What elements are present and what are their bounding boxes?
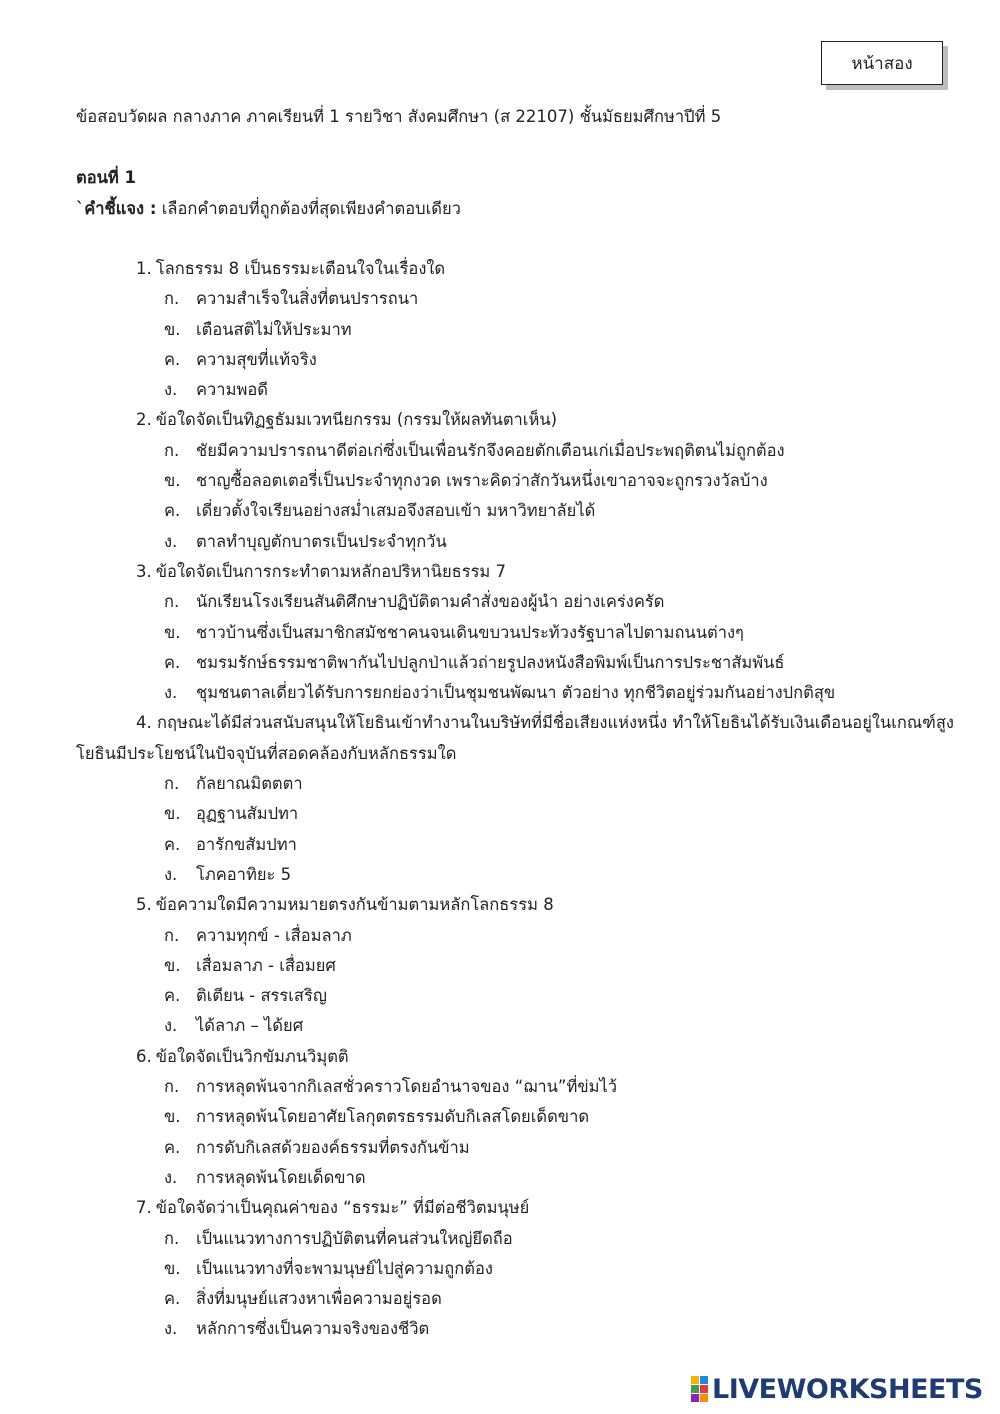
option-2c[interactable] xyxy=(0,496,1000,526)
exam-header: ข้อสอบวัดผล กลางภาค ภาคเรียนที่ 1 รายวิชา สังคมศึกษา (ส 22107) ชั้นมัธยมศึกษาปีที่ 5 xyxy=(76,107,722,126)
question-5 xyxy=(0,890,1000,920)
question-prompt: ข้อความใดมีความหมายตรงกันข้ามตามหลักโลกธรรม 8 xyxy=(155,895,554,915)
question-text xyxy=(136,708,954,738)
option-text: อุฏฐานสัมปทา xyxy=(196,804,299,824)
option-text: การหลุดพ้นจากกิเลสชั่วคราวโดยอำนาจของ “ฌาน”ที่ข่มไว้ xyxy=(196,1077,618,1097)
question-number: 4. xyxy=(136,713,152,733)
option-1d[interactable] xyxy=(0,375,1000,405)
option-6b[interactable] xyxy=(0,1102,1000,1132)
question-prompt: กฤษณะได้มีส่วนสนับสนุนให้โยธินเข้าทำงานในบริษัทที่มีชื่อเสียงแห่งหนึ่ง ทำให้โยธินได้รับเงินเดือนอยู่ในเกณฑ์สูง xyxy=(157,713,954,733)
liveworksheets-logo[interactable] xyxy=(691,1374,983,1404)
option-4b[interactable] xyxy=(0,799,1000,829)
option-text: เดี่ยวตั้งใจเรียนอย่างสม่ำเสมอจึงสอบเข้า มหาวิทยาลัยได้ xyxy=(196,501,596,521)
option-text: นักเรียนโรงเรียนสันติศึกษาปฏิบัติตามคำสั่งของผู้นำ อย่างเคร่งครัด xyxy=(196,592,665,612)
option-letter: ง. xyxy=(164,1319,178,1339)
option-2b[interactable] xyxy=(0,466,1000,496)
question-text xyxy=(136,254,445,284)
instruction xyxy=(76,196,461,222)
option-text: อารักขสัมปทา xyxy=(196,834,297,854)
option-letter: ค. xyxy=(164,1289,181,1309)
option-7c[interactable] xyxy=(0,1284,1000,1314)
option-5b[interactable] xyxy=(0,951,1000,981)
instruction-text: เลือกคำตอบที่ถูกต้องที่สุดเพียงคำตอบเดียว xyxy=(156,199,461,218)
question-prompt: โลกธรรม 8 เป็นธรรมะเตือนใจในเรื่องใด xyxy=(155,259,446,278)
option-text: ชมรมรักษ์ธรรมชาติพากันไปปลูกป่าแล้วถ่ายรูปลงหนังสือพิมพ์เป็นการประชาสัมพันธ์ xyxy=(196,652,785,672)
option-6c[interactable] xyxy=(0,1133,1000,1163)
option-4c[interactable] xyxy=(0,830,1000,860)
option-letter: ค. xyxy=(164,986,181,1006)
option-letter: ข. xyxy=(164,319,181,339)
option-text: ชุมชนตาลเดี่ยวได้รับการยกย่องว่าเป็นชุมชนพัฒนา ตัวอย่าง ทุกชีวิตอยู่ร่วมกันอย่างปกติสุข xyxy=(196,683,836,703)
question-4 xyxy=(0,708,1000,769)
liveworksheets-logo-icon xyxy=(691,1376,708,1402)
option-text: ได้ลาภ – ได้ยศ xyxy=(196,1016,304,1036)
option-3c[interactable] xyxy=(0,648,1000,678)
option-letter: ก. xyxy=(164,774,180,794)
option-text: ความสุขที่แท้จริง xyxy=(196,349,317,369)
question-7 xyxy=(0,1193,1000,1223)
part-title: ตอนที่ 1 xyxy=(76,168,137,187)
question-number: 6. xyxy=(136,1046,152,1066)
option-text: กัลยาณมิตตตา xyxy=(196,774,303,794)
question-text xyxy=(136,1042,349,1072)
option-letter: ข. xyxy=(164,804,181,824)
option-7a[interactable] xyxy=(0,1224,1000,1254)
option-3a[interactable] xyxy=(0,587,1000,617)
option-letter: ข. xyxy=(164,1258,181,1278)
option-text: ตาลทำบุญตักบาตรเป็นประจำทุกวัน xyxy=(196,531,447,551)
option-letter: ง. xyxy=(164,864,178,884)
question-6 xyxy=(0,1042,1000,1072)
option-4d[interactable] xyxy=(0,860,1000,890)
option-text: โภคอาทิยะ 5 xyxy=(196,864,292,884)
question-2 xyxy=(0,405,1000,435)
option-7b[interactable] xyxy=(0,1254,1000,1284)
question-prompt-continued: โยธินมีประโยชน์ในปัจจุบันที่สอดคล้องกับหลักธรรมใด xyxy=(76,743,457,763)
option-6d[interactable] xyxy=(0,1163,1000,1193)
question-number: 5. xyxy=(136,895,152,915)
option-letter: ก. xyxy=(164,1077,180,1097)
option-letter: ค. xyxy=(164,834,181,854)
question-3 xyxy=(0,557,1000,587)
question-text xyxy=(136,405,557,435)
option-text: หลักการซึ่งเป็นความจริงของชีวิต xyxy=(196,1319,430,1339)
option-3b[interactable] xyxy=(0,618,1000,648)
option-letter: ง. xyxy=(164,1167,178,1187)
option-letter: ข. xyxy=(164,955,181,975)
option-text: เตือนสติไม่ให้ประมาท xyxy=(196,319,352,339)
option-letter: ข. xyxy=(164,1107,181,1127)
option-1c[interactable] xyxy=(0,345,1000,375)
option-5c[interactable] xyxy=(0,981,1000,1011)
option-text: ความพอดี xyxy=(196,380,268,400)
option-letter: ง. xyxy=(164,1016,178,1036)
page-label: หน้าสอง xyxy=(851,53,913,74)
option-letter: ก. xyxy=(164,440,180,460)
option-letter: ข. xyxy=(164,622,181,642)
question-number: 2. xyxy=(136,410,152,430)
option-7d[interactable] xyxy=(0,1314,1000,1344)
question-prompt: ข้อใดจัดเป็นวิกขัมภนวิมุตติ xyxy=(155,1046,349,1066)
option-letter: ค. xyxy=(164,501,181,521)
option-4a[interactable] xyxy=(0,769,1000,799)
question-number: 3. xyxy=(136,561,152,581)
option-text: ความสำเร็จในสิ่งที่ตนปรารถนา xyxy=(196,289,419,309)
option-letter: ง. xyxy=(164,380,178,400)
option-letter: ก. xyxy=(164,592,180,612)
option-letter: ก. xyxy=(164,1228,180,1248)
question-number: 7. xyxy=(136,1198,152,1218)
option-text: เสื่อมลาภ - เสื่อมยศ xyxy=(196,955,336,975)
option-letter: ง. xyxy=(164,683,178,703)
logo-text: LIVEWORKSHEETS xyxy=(712,1373,983,1405)
option-2d[interactable] xyxy=(0,527,1000,557)
option-letter: ข. xyxy=(164,471,181,491)
option-letter: ค. xyxy=(164,1137,181,1157)
question-prompt: ข้อใดจัดเป็นทิฏฐธัมมเวทนียกรรม (กรรมให้ผลทันตาเห็น) xyxy=(155,410,558,430)
instruction-label: `คำชี้แจง : xyxy=(76,199,157,218)
option-letter: ง. xyxy=(164,531,178,551)
option-text: ติเตียน - สรรเสริญ xyxy=(196,986,327,1006)
question-text xyxy=(136,557,506,587)
option-5d[interactable] xyxy=(0,1011,1000,1041)
option-text: สิ่งที่มนุษย์แสวงหาเพื่อความอยู่รอด xyxy=(196,1289,442,1309)
option-text: การหลุดพ้นโดยเด็ดขาด xyxy=(196,1167,366,1187)
question-text xyxy=(136,890,554,920)
option-letter: ค. xyxy=(164,349,181,369)
option-text: การดับกิเลสด้วยองค์ธรรมที่ตรงกันข้าม xyxy=(196,1137,470,1157)
option-5a[interactable] xyxy=(0,921,1000,951)
question-text xyxy=(136,1193,529,1223)
option-1a[interactable] xyxy=(0,284,1000,314)
option-text: ชาญซื้อลอตเตอรี่เป็นประจำทุกงวด เพราะคิดว่าสักวันหนึ่งเขาอาจจะถูกรวงวัลบ้าง xyxy=(196,471,768,491)
option-text: การหลุดพ้นโดยอาศัยโลกุตตรธรรมดับกิเลสโดยเด็ดขาด xyxy=(196,1107,590,1127)
option-text: ชัยมีความปรารถนาดีต่อเก่ซึ่งเป็นเพื่อนรักจึงคอยตักเตือนเก่เมื่อประพฤติตนไม่ถูกต้อง xyxy=(196,440,785,460)
option-1b[interactable] xyxy=(0,315,1000,345)
option-letter: ก. xyxy=(164,289,180,309)
question-1 xyxy=(0,254,1000,284)
option-text: ชาวบ้านซึ่งเป็นสมาชิกสมัชชาคนจนเดินขบวนประท้วงรัฐบาลไปตามถนนต่างๆ xyxy=(196,622,744,642)
question-list xyxy=(0,254,1000,1345)
page-label-box xyxy=(821,41,943,85)
option-6a[interactable] xyxy=(0,1072,1000,1102)
option-letter: ก. xyxy=(164,925,180,945)
option-text: เป็นแนวทางที่จะพามนุษย์ไปสู่ความถูกต้อง xyxy=(196,1258,493,1278)
option-3d[interactable] xyxy=(0,678,1000,708)
option-letter: ค. xyxy=(164,652,181,672)
question-prompt: ข้อใดจัดเป็นการกระทำตามหลักอปริหานิยธรรม 7 xyxy=(155,561,507,581)
option-text: ความทุกข์ - เสื่อมลาภ xyxy=(196,925,352,945)
option-text: เป็นแนวทางการปฏิบัติตนที่คนส่วนใหญ่ยึดถือ xyxy=(196,1228,513,1248)
question-prompt: ข้อใดจัดว่าเป็นคุณค่าของ “ธรรมะ” ที่มีต่อชีวิตมนุษย์ xyxy=(155,1198,530,1218)
question-number: 1. xyxy=(136,259,152,278)
option-2a[interactable] xyxy=(0,436,1000,466)
